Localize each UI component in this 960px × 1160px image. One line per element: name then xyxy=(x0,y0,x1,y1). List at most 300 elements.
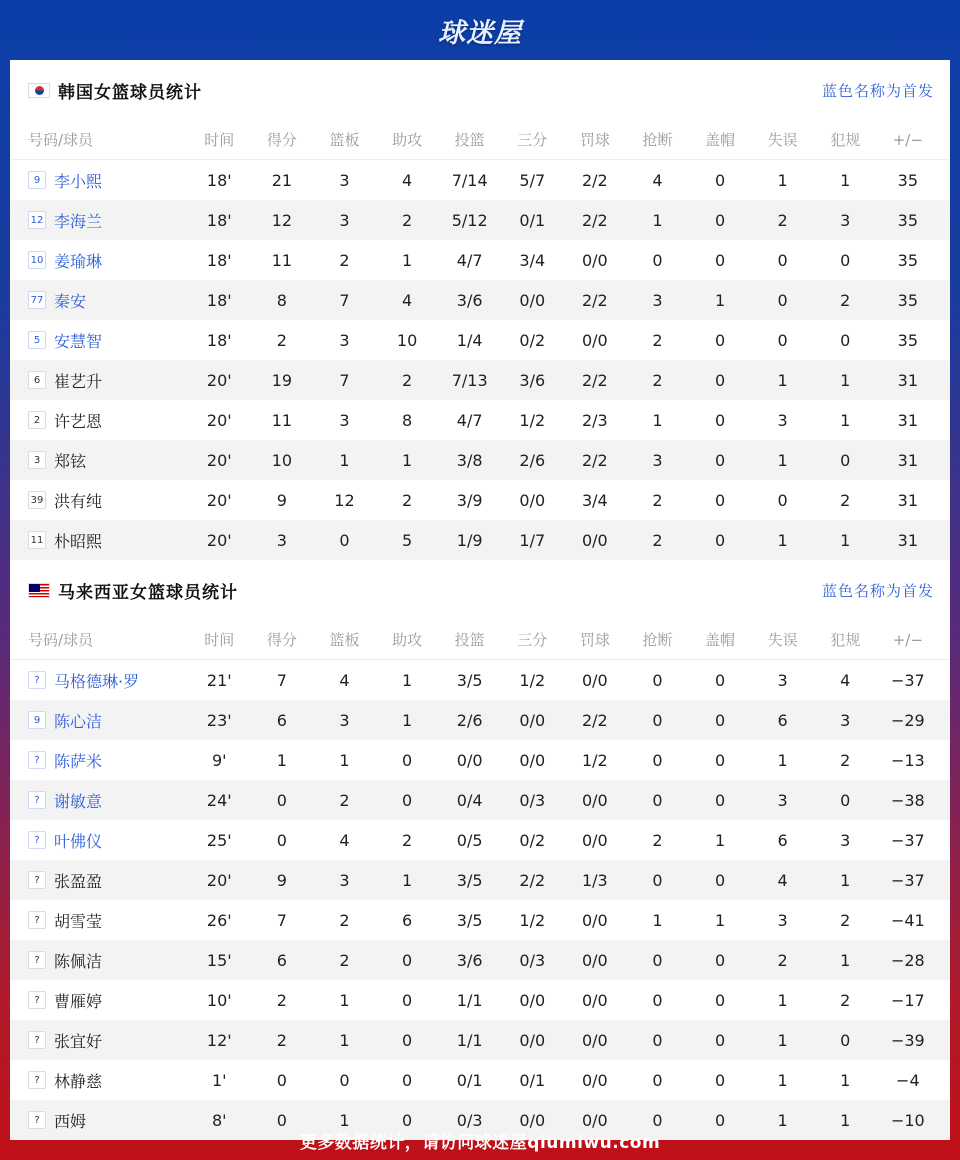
stat-cell: 1 xyxy=(401,450,413,470)
player-cell xyxy=(10,449,188,472)
stat-cell: 1 xyxy=(840,1110,851,1130)
stat-cell: 0/0 xyxy=(581,1110,608,1130)
stat-cell: 0 xyxy=(401,790,413,810)
column-header: 犯规 xyxy=(830,631,861,649)
stat-cell: 24' xyxy=(206,790,232,810)
stat-cell: 0/0 xyxy=(519,710,546,730)
stat-cell: 20' xyxy=(206,490,232,510)
stat-cell: 2 xyxy=(840,490,851,510)
stat-cell: −39 xyxy=(890,1030,925,1050)
column-header: +/− xyxy=(892,130,923,149)
stat-cell: 2/2 xyxy=(581,170,608,190)
jersey-number-badge: 11 xyxy=(28,531,46,549)
player-row[interactable] xyxy=(10,400,950,440)
stat-cell: −28 xyxy=(890,950,925,970)
korea-flag-icon xyxy=(28,83,50,98)
stat-cell: 21' xyxy=(206,670,232,690)
stat-cell: 7 xyxy=(339,370,350,390)
stat-cell: 8' xyxy=(212,1110,227,1130)
stat-cell: 1 xyxy=(714,830,726,850)
malaysia-flag-icon xyxy=(28,583,50,598)
footer-banner[interactable] xyxy=(0,1120,960,1160)
stat-cell: 6 xyxy=(777,830,788,850)
player-name[interactable]: 叶佛仪 xyxy=(54,831,103,851)
player-name: 张盈盈 xyxy=(54,871,103,891)
stat-cell: 18' xyxy=(206,250,232,270)
stat-cell: 20' xyxy=(206,870,232,890)
jersey-number-badge: 77 xyxy=(28,291,46,309)
column-header: 犯规 xyxy=(830,131,861,149)
stat-cell: 2 xyxy=(401,490,413,510)
section-header xyxy=(10,60,950,120)
stat-cell: 11 xyxy=(271,410,293,430)
stat-cell: 3 xyxy=(840,830,851,850)
stat-cell: 6 xyxy=(401,910,413,930)
stat-cell: 2 xyxy=(840,990,851,1010)
stat-cell: 3/6 xyxy=(519,370,546,390)
stat-cell: 0/0 xyxy=(581,530,608,550)
player-row[interactable] xyxy=(10,900,950,940)
player-row[interactable] xyxy=(10,520,950,560)
stat-cell: 2/3 xyxy=(581,410,608,430)
stat-cell: 2 xyxy=(652,530,663,550)
player-row[interactable] xyxy=(10,480,950,520)
player-cell xyxy=(10,249,188,272)
stat-cell: 31 xyxy=(897,450,918,470)
column-header: 助攻 xyxy=(392,631,423,649)
stat-cell: 35 xyxy=(897,330,918,350)
stat-cell: 2 xyxy=(401,830,413,850)
player-cell xyxy=(10,209,188,232)
column-header: 助攻 xyxy=(392,131,423,149)
player-name: 陈佩洁 xyxy=(54,951,103,971)
stat-cell: 20' xyxy=(206,370,232,390)
section-title-wrap xyxy=(28,78,202,103)
jersey-number-badge: 39 xyxy=(28,491,46,509)
stat-cell: 0 xyxy=(652,1030,663,1050)
stat-cell: 2/2 xyxy=(581,450,608,470)
starter-legend-note: 蓝色名称为首发 xyxy=(821,581,934,600)
stat-cell: −37 xyxy=(890,670,925,690)
stat-cell: 1 xyxy=(777,990,788,1010)
stat-cell: 3 xyxy=(777,790,788,810)
section-title-wrap xyxy=(28,578,238,603)
player-cell xyxy=(10,869,188,892)
stat-cell: 10 xyxy=(271,450,293,470)
stat-cell: 7/13 xyxy=(451,370,488,390)
stat-cell: 0 xyxy=(652,990,663,1010)
stat-cell: −17 xyxy=(890,990,925,1010)
player-name: 林静慈 xyxy=(54,1071,103,1091)
jersey-number-badge: ? xyxy=(28,991,46,1009)
player-row[interactable] xyxy=(10,360,950,400)
jersey-number-badge: ? xyxy=(28,831,46,849)
player-cell xyxy=(10,749,188,772)
stat-cell: 9 xyxy=(276,870,287,890)
stat-cell: 0/0 xyxy=(581,250,608,270)
stat-cell: 0 xyxy=(714,990,726,1010)
stat-cell: 2 xyxy=(276,1030,287,1050)
stat-cell: 0 xyxy=(401,750,413,770)
stat-cell: 1 xyxy=(840,370,851,390)
stat-cell: 3/4 xyxy=(519,250,546,270)
column-header: 抢断 xyxy=(642,631,673,649)
stat-cell: 0/0 xyxy=(519,750,546,770)
jersey-number-badge: ? xyxy=(28,1111,46,1129)
stat-cell: 0 xyxy=(339,530,350,550)
stat-cell: 9' xyxy=(212,750,227,770)
player-name: 崔艺升 xyxy=(54,371,103,391)
stat-cell: 3/5 xyxy=(456,870,483,890)
stat-cell: 0 xyxy=(714,710,726,730)
stat-cell: 3 xyxy=(777,670,788,690)
stat-cell: 1 xyxy=(401,710,413,730)
stat-cell: 0 xyxy=(714,330,726,350)
stat-cell: 0/0 xyxy=(581,910,608,930)
stat-cell: 0 xyxy=(714,1030,726,1050)
stat-cell: 0 xyxy=(652,670,663,690)
column-header: 投篮 xyxy=(454,631,485,649)
stat-cell: 1 xyxy=(777,1070,788,1090)
stat-cell: 3 xyxy=(840,710,851,730)
column-header: 失误 xyxy=(767,131,798,149)
stat-cell: 0 xyxy=(840,1030,851,1050)
stat-cell: 2 xyxy=(652,490,663,510)
stat-cell: 0 xyxy=(714,170,726,190)
column-header: 篮板 xyxy=(329,131,360,149)
player-row[interactable] xyxy=(10,940,950,980)
player-name[interactable]: 陈心洁 xyxy=(54,711,103,731)
stat-cell: 1/2 xyxy=(581,750,608,770)
stat-cell: 18' xyxy=(206,170,232,190)
stat-cell: 18' xyxy=(206,290,232,310)
stat-cell: −13 xyxy=(890,750,925,770)
stat-cell: 1 xyxy=(652,210,663,230)
stat-cell: 0 xyxy=(401,1030,413,1050)
stat-cell: −37 xyxy=(890,830,925,850)
stat-cell: 0 xyxy=(401,990,413,1010)
stat-cell: 1 xyxy=(339,1030,350,1050)
stat-cell: 4 xyxy=(401,170,413,190)
stat-cell: 35 xyxy=(897,210,918,230)
stat-cell: 1 xyxy=(339,750,350,770)
stat-cell: 3 xyxy=(652,290,663,310)
stat-cell: 3/9 xyxy=(456,490,483,510)
player-name[interactable]: 李海兰 xyxy=(54,211,103,231)
player-name: 洪有纯 xyxy=(54,491,103,511)
stat-cell: 4/7 xyxy=(456,250,483,270)
stat-cell: 3 xyxy=(276,530,287,550)
stat-cell: 0 xyxy=(652,250,663,270)
stat-cell: 0/0 xyxy=(519,1030,546,1050)
stat-cell: 3 xyxy=(777,910,788,930)
stat-cell: 1/2 xyxy=(519,410,546,430)
player-cell xyxy=(10,369,188,392)
stat-cell: 0 xyxy=(652,870,663,890)
section-title: 韩国女篮球员统计 xyxy=(58,82,202,103)
player-name[interactable]: 姜瑜琳 xyxy=(54,251,103,271)
stat-cell: 0 xyxy=(714,370,726,390)
stat-cell: 0/3 xyxy=(519,950,546,970)
stat-cell: 7 xyxy=(276,910,287,930)
stat-cell: 0 xyxy=(714,250,726,270)
stat-cell: 0 xyxy=(777,290,788,310)
stat-cell: 1/9 xyxy=(456,530,483,550)
stat-cell: 0/0 xyxy=(519,290,546,310)
player-row[interactable] xyxy=(10,200,950,240)
player-cell xyxy=(10,329,188,352)
stat-cell: 1 xyxy=(401,870,413,890)
column-header: 罚球 xyxy=(579,631,610,649)
stat-cell: 6 xyxy=(276,710,287,730)
stat-cell: 0 xyxy=(714,450,726,470)
stat-cell: 3/6 xyxy=(456,290,483,310)
stat-cell: 7/14 xyxy=(451,170,488,190)
stat-cell: 2/2 xyxy=(581,370,608,390)
stat-cell: 3 xyxy=(777,410,788,430)
stat-cell: 1 xyxy=(339,990,350,1010)
stat-cell: 1 xyxy=(652,410,663,430)
stat-cell: 21 xyxy=(271,170,293,190)
section-title: 马来西亚女篮球员统计 xyxy=(58,582,238,603)
player-cell xyxy=(10,709,188,732)
column-header: 得分 xyxy=(266,131,297,149)
starter-legend-note: 蓝色名称为首发 xyxy=(821,81,934,100)
player-name[interactable]: 安慧智 xyxy=(54,331,103,351)
jersey-number-badge: 5 xyxy=(28,331,46,349)
stat-cell: 0/2 xyxy=(519,830,546,850)
player-name[interactable]: 李小熙 xyxy=(54,171,103,191)
stat-cell: 2/2 xyxy=(581,210,608,230)
player-name[interactable]: 谢敏意 xyxy=(54,791,103,811)
stat-cell: 0/3 xyxy=(456,1110,483,1130)
stat-cell: 0/0 xyxy=(456,750,483,770)
stat-cell: 25' xyxy=(206,830,232,850)
stat-cell: −38 xyxy=(890,790,925,810)
player-row[interactable] xyxy=(10,700,950,740)
stat-cell: 0/4 xyxy=(456,790,483,810)
stat-cell: 4 xyxy=(652,170,663,190)
stat-cell: 4 xyxy=(840,670,851,690)
column-header: 号码/球员 xyxy=(28,631,94,649)
jersey-number-badge: 9 xyxy=(28,711,46,729)
column-header: 盖帽 xyxy=(705,631,736,649)
stat-cell: 0 xyxy=(777,250,788,270)
stat-cell: 0/0 xyxy=(581,950,608,970)
stat-cell: 7 xyxy=(339,290,350,310)
stat-cell: 3 xyxy=(339,330,350,350)
jersey-number-badge: 2 xyxy=(28,411,46,429)
player-name: 曹雁婷 xyxy=(54,991,103,1011)
stat-cell: 19 xyxy=(271,370,293,390)
column-header: 三分 xyxy=(517,131,548,149)
stat-cell: 0 xyxy=(652,1070,663,1090)
stat-cell: 1 xyxy=(777,530,788,550)
stat-cell: 2/6 xyxy=(456,710,483,730)
stat-cell: 0/0 xyxy=(581,670,608,690)
stat-cell: 3/8 xyxy=(456,450,483,470)
player-row[interactable] xyxy=(10,660,950,700)
stat-cell: 1/7 xyxy=(519,530,546,550)
stat-cell: 1/1 xyxy=(456,1030,483,1050)
stat-cell: 3 xyxy=(840,210,851,230)
stat-cell: 0 xyxy=(714,210,726,230)
stat-cell: 1 xyxy=(714,910,726,930)
column-header: 罚球 xyxy=(579,131,610,149)
player-name[interactable]: 马格德琳·罗 xyxy=(54,671,140,691)
player-row[interactable] xyxy=(10,1060,950,1100)
stat-cell: 1 xyxy=(840,870,851,890)
stat-cell: 2 xyxy=(276,990,287,1010)
column-header: 盖帽 xyxy=(705,131,736,149)
stat-cell: 0 xyxy=(714,1110,726,1130)
stat-cell: 1 xyxy=(840,950,851,970)
player-name[interactable]: 秦安 xyxy=(54,291,87,311)
stat-cell: 5/7 xyxy=(519,170,546,190)
stat-cell: 26' xyxy=(206,910,232,930)
column-header: 失误 xyxy=(767,631,798,649)
stat-cell: 1' xyxy=(212,1070,227,1090)
player-cell xyxy=(10,529,188,552)
stat-cell: 0 xyxy=(840,330,851,350)
stat-cell: 2/6 xyxy=(519,450,546,470)
stats-card xyxy=(10,60,950,1131)
stat-cell: 6 xyxy=(276,950,287,970)
stat-cell: 31 xyxy=(897,490,918,510)
jersey-number-badge: ? xyxy=(28,951,46,969)
stat-cell: 1/2 xyxy=(519,910,546,930)
stat-cell: 2 xyxy=(339,950,350,970)
jersey-number-badge: ? xyxy=(28,1031,46,1049)
player-row[interactable] xyxy=(10,320,950,360)
stat-cell: 8 xyxy=(401,410,413,430)
jersey-number-badge: ? xyxy=(28,871,46,889)
brand-logo: 球迷屋 xyxy=(438,17,522,49)
player-row[interactable] xyxy=(10,780,950,820)
stat-cell: 0 xyxy=(714,750,726,770)
stat-cell: 3/5 xyxy=(456,670,483,690)
brand-header xyxy=(0,0,960,60)
player-row[interactable] xyxy=(10,1020,950,1060)
player-name: 张宜好 xyxy=(54,1031,103,1051)
player-cell xyxy=(10,1029,188,1052)
stat-cell: 0 xyxy=(652,750,663,770)
stat-cell: 2/2 xyxy=(581,290,608,310)
stat-cell: 2/2 xyxy=(581,710,608,730)
stat-cell: 1/2 xyxy=(519,670,546,690)
section-header xyxy=(10,560,950,620)
player-name: 西姆 xyxy=(54,1111,87,1131)
player-row[interactable] xyxy=(10,740,950,780)
stat-cell: 0 xyxy=(652,790,663,810)
stat-cell: 23' xyxy=(206,710,232,730)
stat-cell: 0/0 xyxy=(519,990,546,1010)
stat-cell: 18' xyxy=(206,210,232,230)
stat-cell: 1 xyxy=(840,1070,851,1090)
stat-cell: 2 xyxy=(339,910,350,930)
jersey-number-badge: ? xyxy=(28,791,46,809)
jersey-number-badge: 10 xyxy=(28,251,46,269)
column-header: 抢断 xyxy=(642,131,673,149)
stat-cell: 0 xyxy=(401,1110,413,1130)
stat-cell: 3 xyxy=(339,410,350,430)
stat-cell: 35 xyxy=(897,250,918,270)
stat-cell: 0/0 xyxy=(581,830,608,850)
player-cell xyxy=(10,949,188,972)
stat-cell: 0 xyxy=(401,1070,413,1090)
stat-cell: 3 xyxy=(339,710,350,730)
stat-cell: 20' xyxy=(206,530,232,550)
stat-cell: 1 xyxy=(714,290,726,310)
stat-cell: 0 xyxy=(652,710,663,730)
stat-cell: 0 xyxy=(840,790,851,810)
stat-cell: 0 xyxy=(714,1070,726,1090)
player-row[interactable] xyxy=(10,240,950,280)
column-header: 三分 xyxy=(517,631,548,649)
stat-cell: 4/7 xyxy=(456,410,483,430)
stat-cell: 4 xyxy=(339,830,350,850)
stat-cell: 2/2 xyxy=(519,870,546,890)
stat-cell: 12 xyxy=(334,490,355,510)
player-cell xyxy=(10,489,188,512)
stat-cell: 7 xyxy=(276,670,287,690)
stat-cell: 0 xyxy=(276,1110,287,1130)
stat-cell: 3/6 xyxy=(456,950,483,970)
stat-cell: 0 xyxy=(276,830,287,850)
stat-cell: 2 xyxy=(339,250,350,270)
stat-cell: 2 xyxy=(652,830,663,850)
stat-cell: 3 xyxy=(339,170,350,190)
player-row[interactable] xyxy=(10,440,950,480)
stat-cell: 0/0 xyxy=(581,1070,608,1090)
table-header-row xyxy=(10,620,950,660)
stat-cell: 2 xyxy=(840,910,851,930)
stat-cell: 1/4 xyxy=(456,330,483,350)
player-row[interactable] xyxy=(10,860,950,900)
stat-cell: 0 xyxy=(401,950,413,970)
stat-cell: 2 xyxy=(652,330,663,350)
player-cell xyxy=(10,829,188,852)
stat-cell: 2 xyxy=(401,370,413,390)
player-cell xyxy=(10,909,188,932)
stat-cell: 6 xyxy=(777,710,788,730)
stat-cell: 0/2 xyxy=(519,330,546,350)
stat-cell: 0 xyxy=(777,330,788,350)
stat-cell: 0 xyxy=(714,530,726,550)
player-row[interactable] xyxy=(10,980,950,1020)
stat-cell: 2 xyxy=(777,950,788,970)
stat-cell: 3 xyxy=(339,210,350,230)
stat-cell: 2 xyxy=(652,370,663,390)
player-row[interactable] xyxy=(10,280,950,320)
player-row[interactable] xyxy=(10,160,950,200)
stat-cell: 1 xyxy=(840,410,851,430)
jersey-number-badge: 6 xyxy=(28,371,46,389)
stat-cell: 0 xyxy=(714,670,726,690)
stat-cell: 0/0 xyxy=(581,790,608,810)
stat-cell: 35 xyxy=(897,290,918,310)
stat-cell: 12 xyxy=(271,210,293,230)
stat-cell: 1 xyxy=(777,370,788,390)
player-row[interactable] xyxy=(10,820,950,860)
footer-text: 更多数据统计，请访问球迷屋qiumiwu.com xyxy=(299,1132,661,1153)
player-name[interactable]: 陈萨米 xyxy=(54,751,103,771)
player-cell xyxy=(10,169,188,192)
stat-cell: 2 xyxy=(840,750,851,770)
stat-cell: 1 xyxy=(339,450,350,470)
stat-cell: 1 xyxy=(401,670,413,690)
jersey-number-badge: 3 xyxy=(28,451,46,469)
